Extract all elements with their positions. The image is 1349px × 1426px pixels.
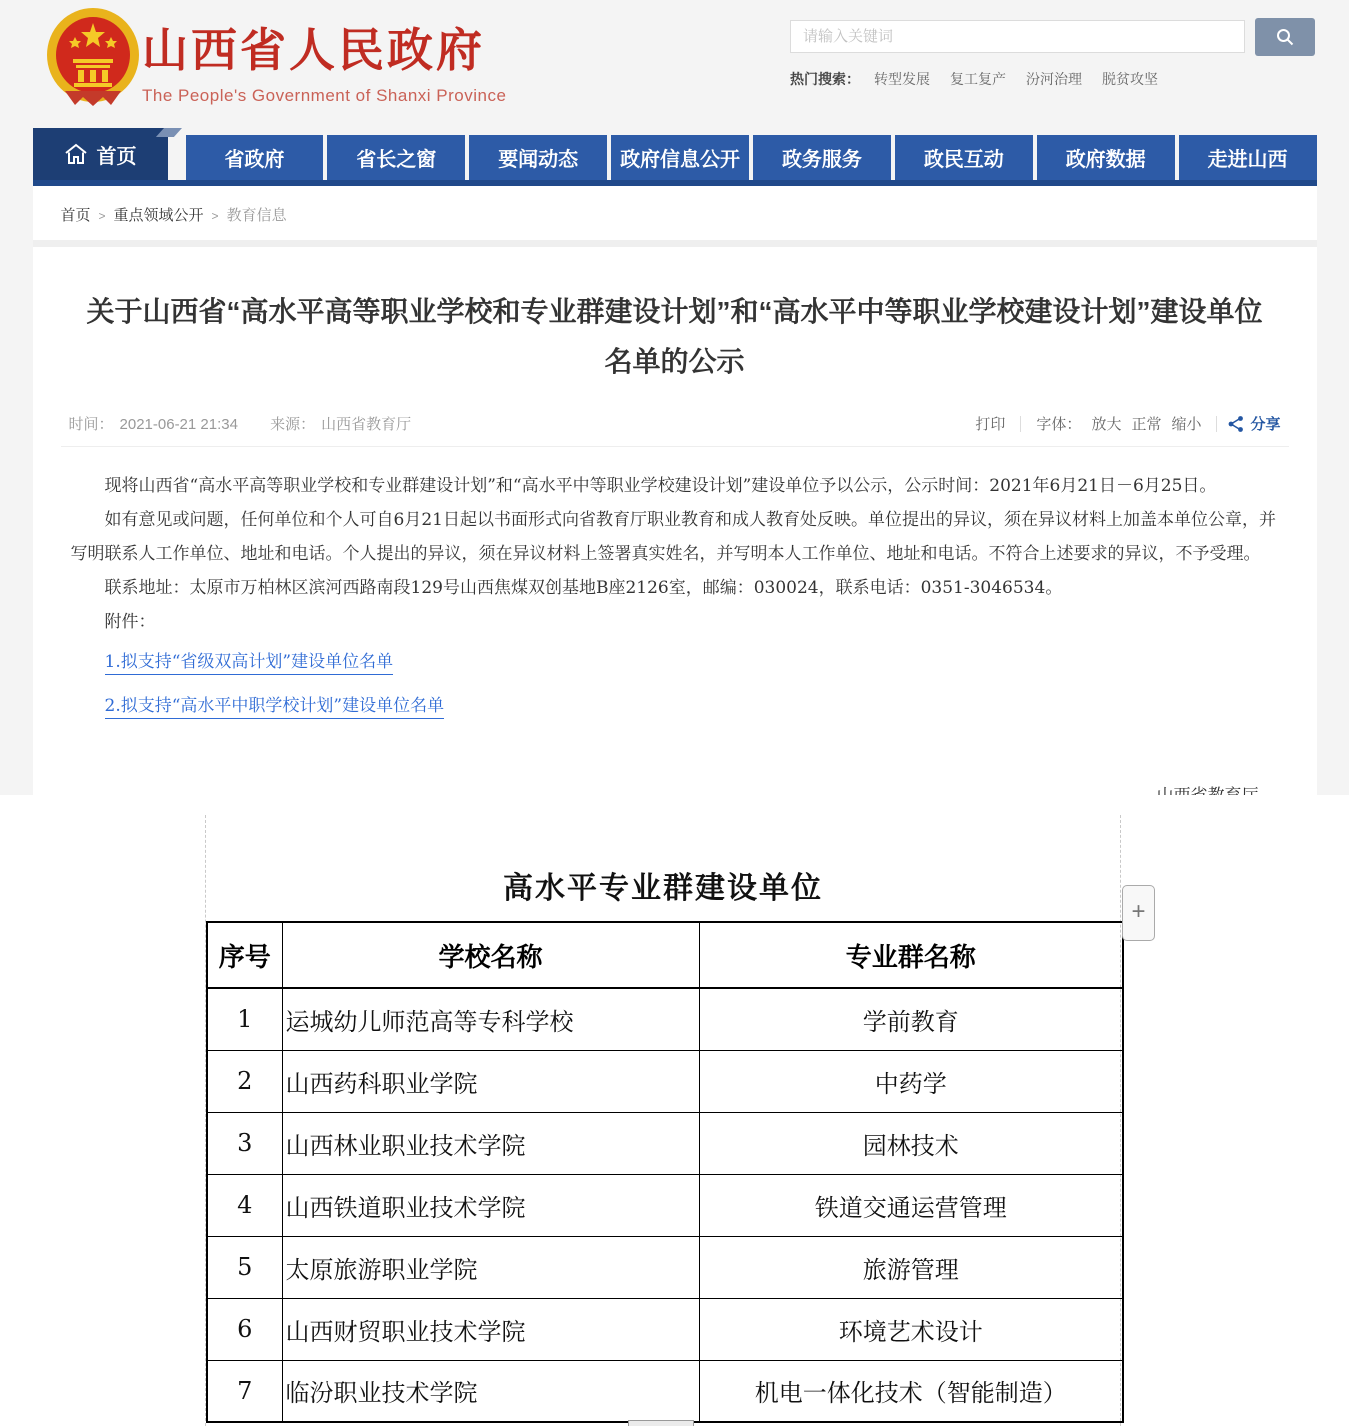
nav-home-label: 首页	[96, 145, 137, 168]
search-icon	[1275, 27, 1295, 47]
breadcrumb-item[interactable]: 首页	[60, 207, 91, 224]
attachment-link[interactable]: 2.拟支持“高水平中职学校计划”建设单位名单	[105, 696, 445, 719]
national-emblem-logo[interactable]	[45, 7, 141, 107]
nav-item-home[interactable]	[33, 128, 168, 180]
table-cell: 铁道交通运营管理	[699, 1174, 1123, 1236]
hot-search-label: 热门搜索：	[790, 71, 860, 87]
nav-item[interactable]: 要闻动态	[469, 135, 607, 180]
print-button[interactable]: 打印	[975, 416, 1006, 433]
source-label: 来源：	[270, 416, 316, 433]
attachment-list	[71, 645, 1279, 723]
hot-search-list	[874, 69, 1178, 89]
document-toolbar-partial[interactable]	[628, 1420, 694, 1426]
article-paragraph: 联系地址：太原市万柏林区滨河西路南段129号山西焦煤双创基地B座2126室，邮编：030024，联系电话：0351-3046534。	[104, 578, 1063, 598]
table-column-header: 专业群名称	[699, 922, 1123, 988]
nav-item[interactable]: 政府数据	[1037, 135, 1175, 180]
search-zone	[790, 20, 1320, 89]
article-title: 关于山西省“高水平高等职业学校和专业群建设计划”和“高水平中等职业学校建设计划”建设单位名单的公示	[86, 296, 1263, 377]
document-zoom-in-button[interactable]: +	[1122, 885, 1155, 941]
table-cell: 6	[207, 1298, 282, 1360]
table-cell: 环境艺术设计	[699, 1298, 1123, 1360]
table-cell: 1	[207, 988, 282, 1050]
table-row	[207, 1360, 1123, 1422]
attachment-label: 附件：	[104, 612, 156, 632]
table-cell: 3	[207, 1112, 282, 1174]
table-cell: 学前教育	[699, 988, 1123, 1050]
time-label: 时间：	[68, 416, 114, 433]
breadcrumb	[33, 186, 1317, 240]
search-button[interactable]	[1255, 18, 1315, 56]
attachment-link[interactable]: 1.拟支持“省级双高计划”建设单位名单	[105, 652, 394, 675]
article	[33, 287, 1317, 880]
share-icon	[1227, 415, 1245, 433]
table-cell: 4	[207, 1174, 282, 1236]
table-cell: 2	[207, 1050, 282, 1112]
table-cell: 运城幼儿师范高等专科学校	[282, 988, 699, 1050]
table-cell: 山西财贸职业技术学院	[282, 1298, 699, 1360]
article-body	[61, 469, 1289, 605]
tools-divider	[1020, 416, 1021, 432]
main-nav	[33, 128, 1317, 186]
hot-search-item[interactable]: 转型发展	[874, 71, 930, 87]
home-icon	[64, 143, 88, 165]
table-cell: 园林技术	[699, 1112, 1123, 1174]
table-cell: 山西药科职业学院	[282, 1050, 699, 1112]
site-subtitle: The People's Government of Shanxi Province	[142, 86, 507, 105]
national-emblem-icon	[45, 7, 141, 107]
hot-search-item[interactable]: 脱贫攻坚	[1102, 71, 1158, 87]
table-column-header: 序号	[207, 922, 282, 988]
table-row	[207, 1050, 1123, 1112]
hot-search-item[interactable]: 汾河治理	[1026, 71, 1082, 87]
content-card	[33, 186, 1317, 880]
search-input[interactable]	[790, 20, 1245, 53]
breadcrumb-item[interactable]: 重点领域公开	[113, 207, 204, 224]
attachment-document-viewer	[0, 795, 1349, 1426]
article-meta-row	[61, 413, 1289, 447]
article-paragraph: 现将山西省“高水平高等职业学校和专业群建设计划”和“高水平中等职业学校建设计划”建设单位予以公示，公示时间：2021年6月21日－6月25日。	[104, 476, 1217, 496]
article-tools	[970, 413, 1280, 434]
publish-time: 2021-06-21 21:34	[119, 416, 238, 433]
table-cell: 山西铁道职业技术学院	[282, 1174, 699, 1236]
nav-item[interactable]: 走进山西	[1179, 135, 1317, 180]
hot-search-item[interactable]: 复工复产	[950, 71, 1006, 87]
breadcrumb-item: 教育信息	[226, 207, 287, 224]
table-cell: 5	[207, 1236, 282, 1298]
tools-divider	[1216, 416, 1217, 432]
site-header	[0, 0, 1349, 128]
hot-search-row	[790, 69, 1320, 89]
table-body	[207, 988, 1123, 1422]
article-meta	[69, 413, 418, 434]
table-cell: 临汾职业技术学院	[282, 1360, 699, 1422]
table-row	[207, 1112, 1123, 1174]
table-header-row	[207, 922, 1123, 988]
table-row	[207, 988, 1123, 1050]
font-normal-button[interactable]: 正常	[1131, 416, 1162, 433]
attachment-row	[71, 689, 1279, 723]
table-cell: 山西林业职业技术学院	[282, 1112, 699, 1174]
nav-item[interactable]: 省长之窗	[327, 135, 465, 180]
table-row	[207, 1236, 1123, 1298]
site-title: 山西省人民政府	[142, 25, 485, 76]
document-page	[205, 815, 1121, 1426]
breadcrumb-separator: >	[211, 209, 219, 223]
nav-items	[186, 128, 1317, 180]
share-button[interactable]	[1227, 413, 1280, 434]
article-paragraph: 如有意见或问题，任何单位和个人可自6月21日起以书面形式向省教育厅职业教育和成人教育处反映。单位提出的异议，须在异议材料上加盖本单位公章，并写明联系人工作单位、地址和电话。个人提出的异议，须在异议材料上签署真实姓名，并写明本人工作单位、地址和电话。不符合上述要求的异议，不予受理。	[70, 510, 1276, 564]
site-brand	[142, 14, 506, 106]
font-larger-button[interactable]: 放大	[1091, 416, 1122, 433]
table-row	[207, 1298, 1123, 1360]
table-cell: 旅游管理	[699, 1236, 1123, 1298]
table-cell: 中药学	[699, 1050, 1123, 1112]
document-table-title: 高水平专业群建设单位	[503, 871, 823, 906]
nav-item[interactable]: 省政府	[186, 135, 324, 180]
attachment-row	[71, 645, 1279, 679]
table-column-header: 学校名称	[282, 922, 699, 988]
font-smaller-button[interactable]: 缩小	[1171, 416, 1202, 433]
table-cell: 太原旅游职业学院	[282, 1236, 699, 1298]
publish-source: 山西省教育厅	[321, 416, 412, 433]
nav-item[interactable]: 政府信息公开	[611, 135, 749, 180]
breadcrumb-separator: >	[98, 209, 106, 223]
share-label: 分享	[1250, 416, 1281, 433]
table-row	[207, 1174, 1123, 1236]
nav-item[interactable]: 政民互动	[895, 135, 1033, 180]
table-cell: 机电一体化技术（智能制造）	[699, 1360, 1123, 1422]
font-size-label: 字体：	[1036, 416, 1082, 433]
table-cell: 7	[207, 1360, 282, 1422]
nav-item[interactable]: 政务服务	[753, 135, 891, 180]
card-divider	[33, 240, 1317, 247]
construction-units-table	[206, 921, 1124, 1423]
